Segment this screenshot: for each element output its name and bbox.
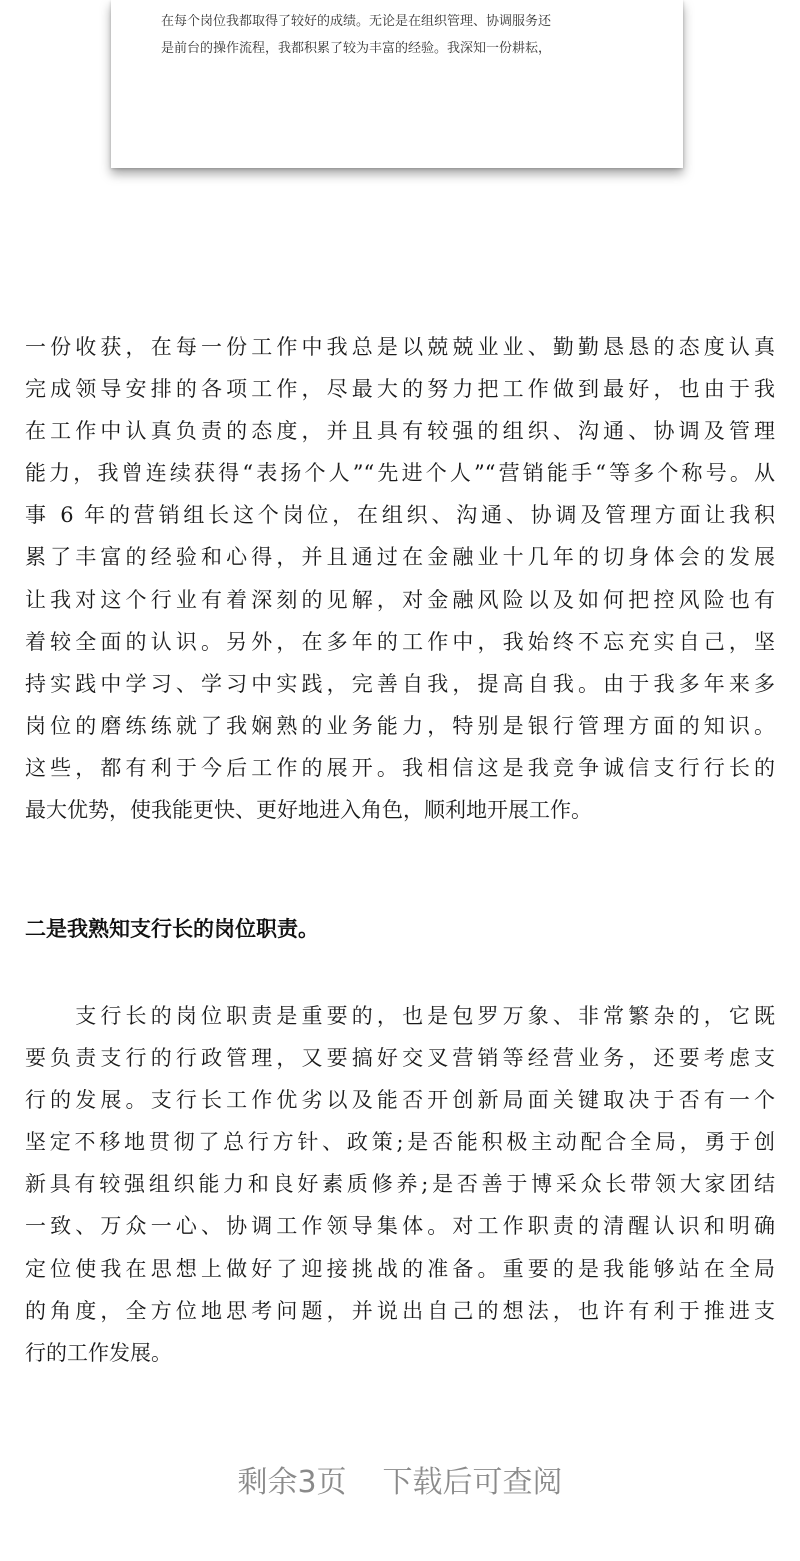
paragraph-line: 能力，我曾连续获得“表扬个人”“先进个人”“营销能手“等多个称号。从 [25,461,775,486]
paragraph-line: 着较全面的认识。另外，在多年的工作中，我始终不忘充实自己，坚 [25,629,775,654]
paragraph-line: 坚定不移地贯彻了总行方针、政策;是否能积极主动配合全局，勇于创 [25,1130,775,1155]
paragraph-line: 让我对这个行业有着深刻的见解，对金融风险以及如何把控风险也有 [25,587,775,612]
preview-text-line: 是前台的操作流程，我都积累了较为丰富的经验。我深知一份耕耘， [161,41,552,56]
paragraph-line: 要负责支行的行政管理，又要搞好交叉营销等经营业务，还要考虑支 [25,1046,775,1071]
paragraph-line: 在工作中认真负责的态度，并且具有较强的组织、沟通、协调及管理 [25,419,775,444]
paragraph-line: 支行长的岗位职责是重要的，也是包罗万象、非常繁杂的，它既 [25,1004,775,1028]
paragraph-line: 新具有较强组织能力和良好素质修养;是否善于博采众长带领大家团结 [25,1172,775,1197]
paragraph-line: 最大优势，使我能更快、更好地进入角色，顺利地开展工作。 [25,798,592,823]
section-heading: 二是我熟知支行长的岗位职责。 [25,917,319,941]
paragraph-line: 行的工作发展。 [25,1340,172,1365]
paragraph-line: 事 6 年的营销组长这个岗位，在组织、沟通、协调及管理方面让我积 [25,503,775,528]
paragraph-line: 一份收获，在每一份工作中我总是以兢兢业业、勤勤恳恳的态度认真 [25,335,775,359]
paragraph-line: 完成领导安排的各项工作，尽最大的努力把工作做到最好，也由于我 [25,377,775,402]
remaining-pages-label: 剩余3页 [237,1465,347,1500]
paragraph-line: 的角度，全方位地思考问题，并说出自己的想法，也许有利于推进支 [25,1298,775,1323]
paragraph-line: 这些，都有利于今后工作的展开。我相信这是我竞争诚信支行行长的 [25,755,775,780]
download-to-read-more-button[interactable] [0,1458,800,1508]
paragraph-line: 定位使我在思想上做好了迎接挑战的准备。重要的是我能够站在全局 [25,1256,775,1281]
body-paragraph-1 [25,326,775,831]
download-prompt-label: 下载后可查阅 [382,1465,563,1500]
paragraph-line: 累了丰富的经验和心得，并且通过在金融业十几年的切身体会的发展 [25,545,775,570]
document-preview-card [111,0,683,168]
paragraph-line: 岗位的磨练练就了我娴熟的业务能力，特别是银行管理方面的知识。 [25,713,775,738]
body-paragraph-2 [25,995,775,1374]
paragraph-line: 持实践中学习、学习中实践，完善自我，提高自我。由于我多年来多 [25,671,775,696]
paragraph-line: 行的发展。支行长工作优劣以及能否开创新局面关键取决于否有一个 [25,1088,775,1113]
preview-text-line: 在每个岗位我都取得了较好的成绩。无论是在组织管理、协调服务还 [161,14,552,29]
paragraph-line: 一致、万众一心、协调工作领导集体。对工作职责的清醒认识和明确 [25,1214,775,1239]
